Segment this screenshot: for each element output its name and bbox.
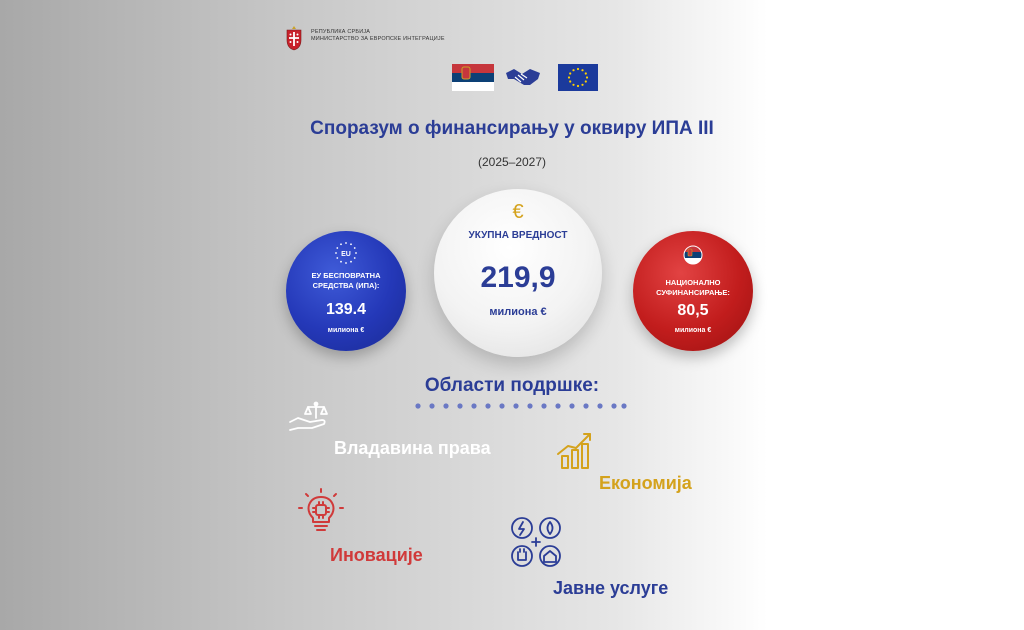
area-innovations: Иновације bbox=[330, 545, 423, 565]
national-unit: милиона € bbox=[674, 327, 712, 334]
serbia-round-flag-icon bbox=[683, 245, 703, 265]
total-unit: милиона € bbox=[489, 306, 547, 318]
eu-funds-circle bbox=[286, 231, 406, 351]
dotted-divider bbox=[414, 402, 628, 410]
lightbulb-icon bbox=[298, 488, 344, 534]
page-title: Споразум о финансирању у оквиру ИПА III bbox=[310, 118, 714, 139]
total-label: УКУПНА ВРЕДНОСТ bbox=[468, 230, 568, 241]
national-label bbox=[633, 278, 753, 298]
total-value-circle bbox=[434, 189, 602, 357]
area-economy: Економија bbox=[599, 473, 692, 493]
eu-flag-icon bbox=[558, 64, 598, 91]
period: (2025–2027) bbox=[477, 155, 547, 169]
ministry-line2: МИНИСТАРСТВО ЗА ЕВРОПСКЕ ИНТЕГРАЦИЈЕ bbox=[311, 36, 445, 42]
eu-badge: EU bbox=[341, 251, 351, 258]
serbia-coat-of-arms-icon bbox=[284, 24, 304, 52]
total-value: 219,9 bbox=[480, 261, 556, 294]
handshake-icon bbox=[506, 69, 540, 85]
area-rule-of-law: Владавина права bbox=[334, 438, 491, 458]
eu-label bbox=[286, 271, 406, 291]
eu-label-line2: СРЕДСТВА (ИПА): bbox=[312, 281, 380, 290]
eu-label-line1: ЕУ БЕСПОВРАТНА bbox=[311, 271, 381, 280]
public-services-icon bbox=[508, 514, 564, 570]
national-value: 80,5 bbox=[677, 302, 709, 319]
area-public-services: Јавне услуге bbox=[553, 578, 669, 598]
growth-chart-icon bbox=[556, 430, 596, 472]
national-cofinancing-circle bbox=[633, 231, 753, 351]
eu-value: 139.4 bbox=[325, 301, 367, 318]
eu-stars-icon bbox=[334, 241, 358, 265]
areas-title: Области подршке: bbox=[424, 375, 600, 396]
eu-unit: милиона € bbox=[327, 327, 365, 334]
ministry-name bbox=[311, 29, 445, 43]
flags-row bbox=[452, 63, 602, 91]
national-label-line2: СУФИНАНСИРАЊЕ: bbox=[656, 288, 730, 297]
euro-icon: € bbox=[512, 201, 524, 223]
ministry-line1: РЕПУБЛИКА СРБИЈА bbox=[311, 29, 371, 35]
scales-hand-icon bbox=[288, 400, 336, 436]
national-label-line1: НАЦИОНАЛНО bbox=[665, 278, 721, 287]
serbia-flag-icon bbox=[452, 64, 494, 91]
